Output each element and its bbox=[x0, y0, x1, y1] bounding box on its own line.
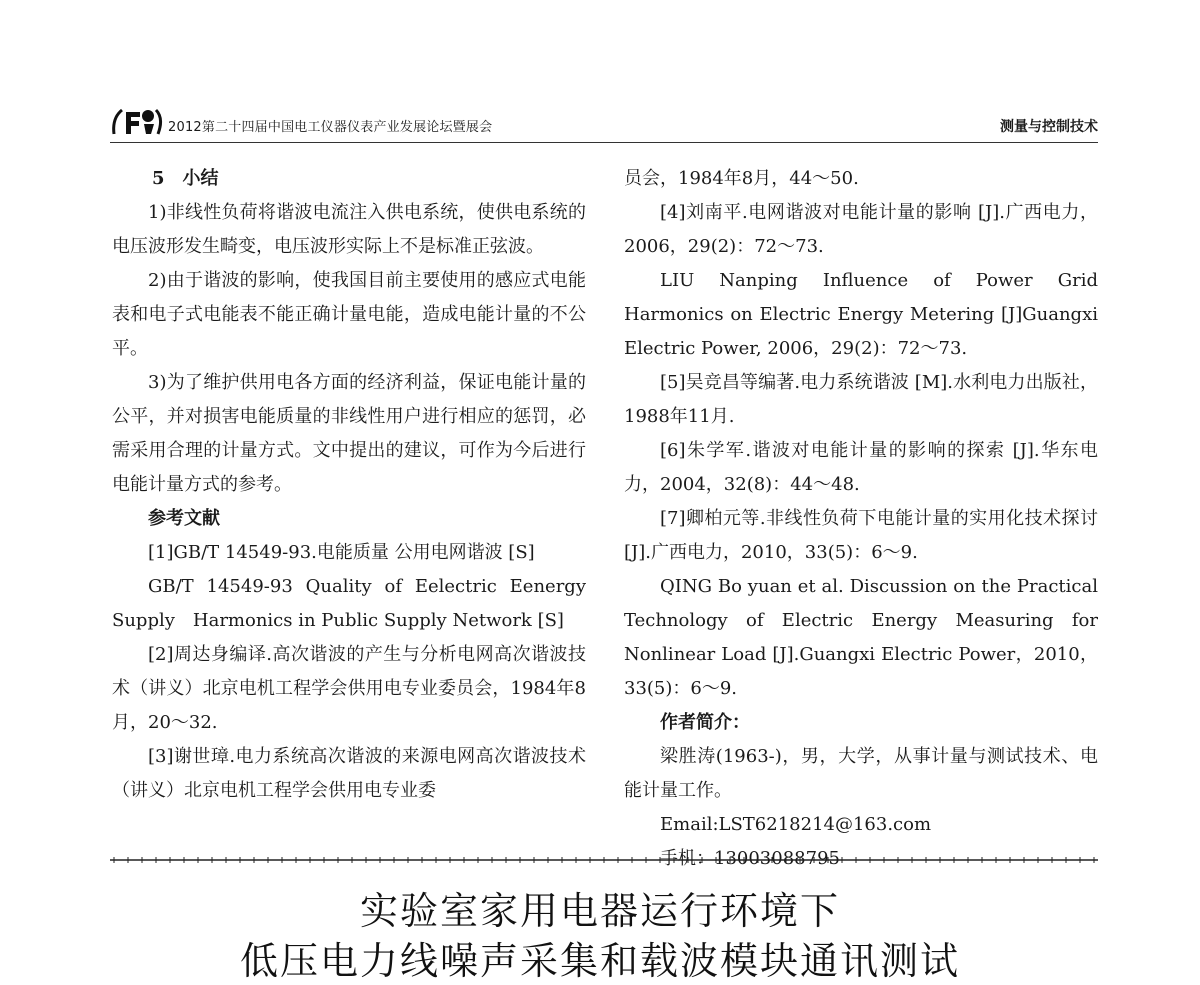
reference-item: [7]卿柏元等.非线性负荷下电能计量的实用化技术探讨[J].广西电力，2010，33(5)：6～9. bbox=[624, 508, 1098, 563]
page-header bbox=[110, 104, 1098, 138]
conference-name: 2012第二十四届中国电工仪器仪表产业发展论坛暨展会 bbox=[168, 120, 493, 135]
section-heading: 5 小结 bbox=[152, 168, 219, 189]
reference-item: [5]吴竞昌等编著.电力系统谐波 [M].水利电力出版社，1988年11月. bbox=[624, 372, 1098, 427]
reference-item: [2]周达身编译.高次谐波的产生与分析电网高次谐波技术（讲义）北京电机工程学会供用电专业委员会，1984年8月，20～32. bbox=[112, 644, 586, 733]
paragraph: 3)为了维护供用电各方面的经济利益，保证电能计量的公平，并对损害电能质量的非线性用户进行相应的惩罚，必需采用合理的计量方式。文中提出的建议，可作为今后进行电能计量方式的参考。 bbox=[112, 372, 586, 495]
reference-item: QING Bo yuan et al. Discussion on the Practical Technology of Electric Energy Measuring for Nonlinear Load [J].Guangxi Electric Power，2010，33(5)：6～9. bbox=[624, 576, 1098, 699]
author-email: Email:LST6218214@163.com bbox=[660, 814, 932, 835]
reference-continued: 员会，1984年8月，44～50. bbox=[624, 168, 859, 189]
conference-logo-icon bbox=[110, 104, 164, 138]
reference-item: [1]GB/T 14549-93.电能质量 公用电网谐波 [S] bbox=[148, 542, 535, 563]
author-bio-heading: 作者简介： bbox=[660, 712, 750, 733]
article-separator-rule bbox=[110, 855, 1098, 865]
paragraph: 1)非线性负荷将谐波电流注入供电系统，使供电系统的电压波形发生畸变，电压波形实际上不是标准正弦波。 bbox=[112, 202, 586, 257]
author-bio: 梁胜涛(1963-)，男，大学，从事计量与测试技术、电能计量工作。 bbox=[624, 746, 1098, 801]
right-column bbox=[624, 162, 1098, 876]
references-heading: 参考文献 bbox=[148, 508, 220, 529]
left-column bbox=[112, 162, 586, 808]
reference-item: [6]朱学军.谐波对电能计量的影响的探索 [J].华东电力，2004，32(8)：44～48. bbox=[624, 440, 1098, 495]
reference-item: LIU Nanping Influence of Power Grid Harmonics on Electric Energy Metering [J]Guangxi Electric Power, 2006，29(2)：72～73. bbox=[624, 270, 1098, 359]
author-phone: 手机：13003088795 bbox=[660, 848, 840, 869]
reference-item: [3]谢世璋.电力系统高次谐波的来源电网高次谐波技术（讲义）北京电机工程学会供用电专业委 bbox=[112, 746, 586, 801]
next-article-title-line1: 实验室家用电器运行环境下 bbox=[359, 889, 840, 933]
next-article-title-line2: 低压电力线噪声采集和载波模块通讯测试 bbox=[239, 939, 960, 983]
header-rule bbox=[110, 142, 1098, 143]
reference-item: [4]刘南平.电网谐波对电能计量的影响 [J].广西电力，2006，29(2)：72～73. bbox=[624, 202, 1098, 257]
reference-item: GB/T 14549-93 Quality of Eelectric Eenergy Supply Harmonics in Public Supply Network [S] bbox=[112, 576, 586, 631]
paragraph: 2)由于谐波的影响，使我国目前主要使用的感应式电能表和电子式电能表不能正确计量电能，造成电能计量的不公平。 bbox=[112, 270, 586, 359]
section-name: 测量与控制技术 bbox=[1000, 119, 1098, 135]
